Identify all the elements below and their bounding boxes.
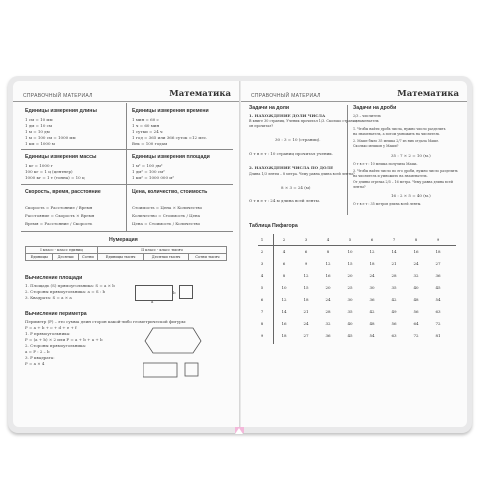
table-header-cell: 3: [304, 237, 308, 242]
table-cell: 63: [391, 333, 397, 338]
table-cell: 30: [369, 285, 375, 290]
fractions-line: на знаменатель, а потом умножить на числитель.: [353, 132, 441, 136]
table-cell: 6: [260, 297, 264, 302]
perimeter-line: 3. P квадрата:: [25, 355, 55, 360]
length-line: 1 см = 10 мм: [25, 117, 53, 122]
table-cell: 20: [325, 285, 331, 290]
table-cell: 40: [413, 285, 419, 290]
table-cell: 6: [282, 261, 286, 266]
time-line: 1 год = 365 или 366 суток =12 мес.: [132, 135, 208, 140]
page-header: [241, 89, 467, 102]
numeration-col: Десятки: [53, 254, 79, 261]
table-cell: 21: [303, 309, 309, 314]
table-cell: 42: [391, 297, 397, 302]
area-title: Единицы измерения площади: [132, 154, 210, 160]
area-calc-title: Вычисление площади: [25, 275, 83, 281]
length-line: 1 м = 10 дм: [25, 129, 50, 134]
fractions-line: на числитель и умножить на знаменатель.: [353, 174, 428, 178]
table-cell: 9: [260, 333, 264, 338]
table-cell: 6: [304, 249, 308, 254]
rectangle-figure: [143, 363, 177, 377]
shares-answer: О т в е т : 24 м длина всей ленты.: [249, 198, 321, 203]
length-line: 1 м = 100 см = 1000 мм: [25, 135, 76, 140]
fractions-line: 2. Маше было 35 мешка 2/7 из них отдала Маше.: [353, 139, 440, 143]
price-title: Цена, количество, стоимость: [132, 189, 208, 195]
header-label: СПРАВОЧНЫЙ МАТЕРИАЛ: [23, 93, 93, 99]
time-line: 1 мин = 60 с: [132, 117, 159, 122]
table-header-cell: 7: [392, 237, 396, 242]
table-cell: 20: [347, 273, 353, 278]
perimeter-line: 2. Стороны прямоугольника:: [25, 343, 87, 348]
table-cell: 32: [413, 273, 419, 278]
table-cell: 35: [391, 285, 397, 290]
table-cell: 28: [325, 309, 331, 314]
table-cell: 63: [435, 309, 441, 314]
fractions-line: 1. Чтобы найти дробь числа, нужно число разделить: [353, 127, 446, 131]
table-cell: 24: [413, 261, 419, 266]
numeration-col: Сотни: [78, 254, 97, 261]
mass-title: Единицы измерения массы: [25, 154, 97, 160]
price-line: Стоимость = Цена × Количество: [132, 205, 203, 210]
square-figure: [185, 363, 198, 376]
length-line: 1 км = 1000 м: [25, 141, 55, 146]
numeration-title: Нумерация: [109, 237, 138, 243]
table-cell: 56: [391, 321, 397, 326]
mass-line: 1 кг = 1000 г: [25, 163, 53, 168]
table-cell: 32: [325, 321, 331, 326]
time-line: Век = 100 годам: [132, 141, 168, 146]
shares-p2-title: 2. НАХОЖДЕНИЕ ЧИСЛА ПО ДОЛЕ: [249, 165, 334, 170]
mass-line: 1000 кг = 1 т (тонна) = 10 ц: [25, 175, 85, 180]
fractions-line: От длины отрезка 2/5 – 16 метра. Чему равна длина всей: [353, 180, 453, 184]
square-figure: [179, 285, 193, 299]
perimeter-line: Периметр (P) – это сумма длин сторон какой-либо геометрической фигуры:: [25, 319, 187, 324]
table-cell: 36: [435, 273, 441, 278]
length-title: Единицы измерения длины: [25, 108, 97, 114]
area-line: 1 км² = 1000 000 м²: [132, 175, 174, 180]
shares-line: он прочитал?: [249, 124, 274, 128]
shares-answer: О т в е т : 10 страниц прочитал ученик.: [249, 151, 334, 156]
numeration-col: Сотни тысяч: [188, 254, 226, 261]
table-cell: 12: [303, 273, 309, 278]
table-header-cell: 6: [370, 237, 374, 242]
table-cell: 24: [369, 273, 375, 278]
area-calc-line: 1. Площадь (S) прямоугольника: S = a × b: [25, 283, 115, 288]
perimeter-line: a = P : 2 – b: [25, 349, 50, 354]
shares-line: Длина 1/3 ленты – 8 метра. Чему равна длина всей ленты?: [249, 172, 355, 176]
table-cell: 21: [391, 261, 397, 266]
perimeter-line: P = a × 4: [25, 361, 45, 366]
table-cell: 36: [369, 297, 375, 302]
table-cell: 4: [260, 273, 264, 278]
speed-line: Расстояние = Скорость × Время: [25, 213, 95, 218]
shares-line: 30 : 3 = 10 (страниц).: [275, 137, 321, 142]
table-cell: 24: [325, 297, 331, 302]
shares-title: Задачи на доли: [249, 105, 290, 111]
table-header-cell: 2: [282, 237, 286, 242]
header-title: Математика: [397, 89, 459, 99]
class-thousands: II класс - класс тысяч: [97, 247, 226, 254]
table-header-cell: 4: [326, 237, 330, 242]
table-cell: 40: [347, 321, 353, 326]
right-page: [241, 81, 467, 427]
page-header: [13, 89, 239, 102]
hexagon-figure: [145, 328, 201, 353]
header-title: Математика: [169, 89, 231, 99]
table-cell: 18: [435, 249, 441, 254]
numeration-col: Единицы тысяч: [97, 254, 143, 261]
table-header-cell: 5: [348, 237, 352, 242]
table-cell: 9: [304, 261, 308, 266]
table-cell: 14: [391, 249, 397, 254]
price-line: Цена = Стоимость / Количество: [132, 221, 201, 226]
fractions-line: 3. Чтобы найти число по его дроби, нужно число разделить: [353, 169, 458, 173]
length-line: 1 дм = 10 см: [25, 123, 52, 128]
shares-line: 8 × 3 = 24 (м): [281, 185, 311, 190]
table-cell: 18: [281, 333, 287, 338]
table-cell: 12: [369, 249, 375, 254]
fractions-line: О т в е т : 10 мешка получила Маша.: [353, 162, 418, 166]
shares-p1-title: 1. НАХОЖДЕНИЕ ДОЛИ ЧИСЛА: [249, 113, 326, 118]
table-cell: 16: [281, 321, 287, 326]
table-cell: 56: [413, 309, 419, 314]
fractions-line: Сколько мешков у Маши?: [353, 144, 399, 148]
time-line: 1 сутки = 24 ч: [132, 129, 163, 134]
table-cell: 8: [282, 273, 286, 278]
mass-line: 100 кг = 1 ц (центнер): [25, 169, 73, 174]
fractions-line: ленты?: [353, 185, 366, 189]
table-cell: 10: [347, 249, 353, 254]
table-cell: 8: [326, 249, 330, 254]
table-cell: 12: [325, 261, 331, 266]
table-cell: 15: [303, 285, 309, 290]
table-cell: 5: [260, 285, 264, 290]
speed-title: Скорость, время, расстояние: [25, 189, 101, 195]
table-cell: 49: [391, 309, 397, 314]
row-divider: [21, 149, 233, 150]
table-cell: 4: [282, 249, 286, 254]
table-cell: 14: [281, 309, 287, 314]
pythagoras-title: Таблица Пифагора: [249, 223, 298, 229]
row-divider: [21, 184, 233, 185]
table-cell: 28: [391, 273, 397, 278]
table-cell: 8: [260, 321, 264, 326]
table-header-cell: 8: [414, 237, 418, 242]
class-units: I класс - класс единиц: [26, 247, 98, 254]
fractions-title: Задачи на дроби: [353, 105, 397, 111]
perimeter-line: P = a + b + c + d + e + f: [25, 325, 77, 330]
table-cell: 15: [347, 261, 353, 266]
header-label: СПРАВОЧНЫЙ МАТЕРИАЛ: [251, 93, 321, 99]
side-label: b: [173, 290, 176, 295]
fractions-line: 16 : 2 × 5 = 40 (м.): [391, 193, 431, 198]
table-cell: 16: [325, 273, 331, 278]
table-cell: 7: [260, 309, 264, 314]
table-cell: 27: [303, 333, 309, 338]
area-calc-line: 3. Квадрата: S = a × a: [25, 295, 72, 300]
fractions-line: 35 : 7 × 2 = 10 (м.): [391, 153, 431, 158]
fractions-line: – знаменатель: [353, 119, 379, 123]
table-cell: 18: [369, 261, 375, 266]
table-cell: 54: [435, 297, 441, 302]
area-line: 1 дм² = 100 см²: [132, 169, 165, 174]
table-cell: 2: [260, 249, 264, 254]
table-cell: 3: [260, 261, 264, 266]
numeration-table: [25, 246, 227, 261]
table-cell: 64: [413, 321, 419, 326]
numeration-col: Десятки тысяч: [144, 254, 189, 261]
table-cell: 42: [369, 309, 375, 314]
table-cell: 18: [303, 297, 309, 302]
speed-line: Время = Расстояние / Скорость: [25, 221, 93, 226]
area-calc-line: 2. Стороны прямоугольника: a = S : b: [25, 289, 106, 294]
table-cell: 45: [435, 285, 441, 290]
time-line: 1 ч = 60 мин: [132, 123, 160, 128]
table-cell: 30: [347, 297, 353, 302]
perimeter-title: Вычисление периметра: [25, 311, 87, 317]
polygon-figures: [143, 323, 223, 383]
perimeter-line: 1. P прямоугольника:: [25, 331, 71, 336]
table-cell: 25: [347, 285, 353, 290]
table-cell: 48: [369, 321, 375, 326]
rectangle-figure: [135, 285, 173, 301]
column-divider: [126, 103, 127, 231]
table-cell: 12: [281, 297, 287, 302]
left-page: [13, 81, 239, 427]
row-divider: [21, 231, 233, 232]
time-title: Единицы измерения времени: [132, 108, 209, 114]
table-cell: 10: [281, 285, 287, 290]
shares-line: В книге 30 страниц. Ученик прочитал 1/3. Сколько страниц: [249, 119, 358, 123]
speed-line: Скорость = Расстояние / Время: [25, 205, 93, 210]
price-line: Количество = Стоимость / Цена: [132, 213, 201, 218]
perimeter-line: P = (a + b) × 2 или P = a + b + a + b: [25, 337, 103, 342]
table-cell: 36: [325, 333, 331, 338]
area-line: 1 м² = 100 дм²: [132, 163, 163, 168]
table-cell: 54: [369, 333, 375, 338]
table-cell: 16: [413, 249, 419, 254]
table-cell: 72: [435, 321, 441, 326]
table-cell: 81: [435, 333, 441, 338]
table-cell: 27: [435, 261, 441, 266]
table-cell: 45: [347, 333, 353, 338]
fractions-line: О т в е т : 35 метров длина всей ленты.: [353, 202, 422, 206]
table-cell: 35: [347, 309, 353, 314]
numeration-col: Единицы: [26, 254, 53, 261]
table-cell: 48: [413, 297, 419, 302]
table-horizontal-line: [258, 245, 456, 246]
table-header-cell: 9: [436, 237, 440, 242]
table-header-cell: 1: [260, 237, 264, 242]
side-label: a: [151, 299, 154, 304]
fractions-line: 2/3 – числитель: [353, 114, 382, 118]
table-cell: 72: [413, 333, 419, 338]
table-cell: 24: [303, 321, 309, 326]
